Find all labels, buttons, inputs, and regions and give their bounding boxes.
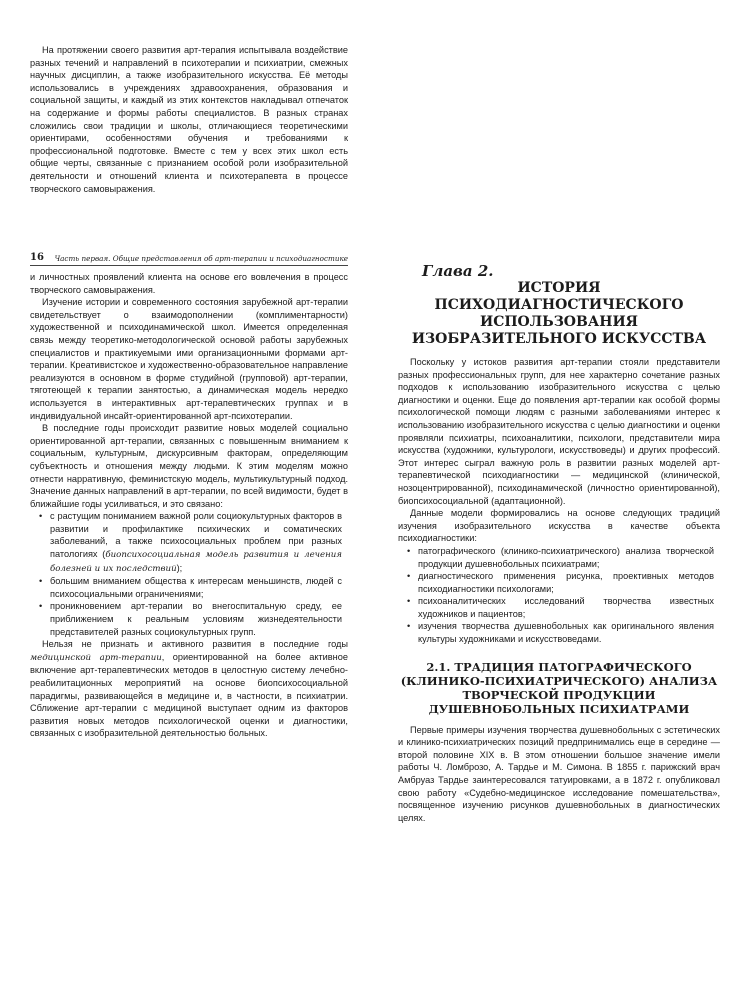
section-title: 2.1. ТРАДИЦИЯ ПАТОГРАФИЧЕСКОГО (КЛИНИКО-ПСИХИАТРИЧЕСКОГО) АНАЛИЗА ТВОРЧЕСКОЙ ПРОДУКЦИИ ДУШЕВНОБОЛЬНЫХ ПСИХИАТРАМИ bbox=[400, 659, 718, 716]
list-item-text: с растущим пониманием важной роли социокультурных факторов в развитии и профилактике психических и соматических заболеваний, а также психосоциальных проблем при разных патологиях ( bbox=[50, 511, 342, 560]
left-page bbox=[30, 252, 348, 740]
emphasis-text: медицинской арт-терапии bbox=[30, 652, 162, 663]
emphasis-text: биопсихосоциальная модель развития и лечения болезней и их последствий bbox=[50, 550, 342, 574]
paragraph: Поскольку у истоков развития арт-терапии стояли представители разных профессиональных групп, для нее характерно сочетание разных подходов к использованию изобразительного искусства с целью диагностики и оценки. Еще до появления арт-терапии как особой формы психологической помощи людям с разными заболеваниями интерес к использованию изобразительного искусства с целью диагностики и оценки проявляли психиатры, психоаналитики, психологи, представители мира искусства (художники, культурологи, искусствоведы) и других профессий. Этот интерес сыграл важную роль в развитии разных моделей арт-терапевтической психодиагностики — медицинской (клинической, нозоцентрированной), психодинамической (личностно ориентированной), биопсихосоциальной (адаптационной). bbox=[398, 357, 720, 506]
paragraph: Первые примеры изучения творчества душевнобольных с эстетических и клинико-психиатрических позиций предпринимались еще в середине — второй половине XIX в. В этом отношении большое значение имели работы Ч. Ломброзо, А. Тардье и М. Симона. В 1855 г. парижский врач Амбруаз Тардье заинтересовался татуировками, а в 1872 г. опубликовал свою работу «Судебно-медицинское исследование помешательства», посвященное изучению рисунков душевнобольных в диагностических целях. bbox=[398, 724, 720, 823]
list-item: • диагностического применения рисунка, проективных методов психодиагностики психологами; bbox=[398, 570, 720, 595]
chapter-label: Глава 2. bbox=[422, 262, 494, 280]
previous-page-tail bbox=[30, 44, 348, 195]
paragraph: и личностных проявлений клиента на основе его вовлечения в процесс творческого самовыражения. bbox=[30, 272, 348, 295]
paragraph-text: Нельзя не признать и активного развития в последние годы bbox=[42, 639, 348, 650]
list-item-text: большим вниманием общества к интересам меньшинств, людей с психосоциальными ограничениями; bbox=[50, 576, 342, 599]
chapter-heading bbox=[398, 262, 720, 348]
bullet-list bbox=[30, 510, 348, 638]
list-item bbox=[30, 575, 348, 600]
list-item-text: проникновением арт-терапии во внегоспитальную среду, ее приближением к реальным условиям жизнедеятельности представителей разных социокультурных групп. bbox=[50, 601, 342, 637]
chapter-title: ИСТОРИЯ ПСИХОДИАГНОСТИЧЕСКОГО ИСПОЛЬЗОВАНИЯ ИЗОБРАЗИТЕЛЬНОГО ИСКУССТВА bbox=[411, 280, 707, 347]
list-item: • изучения творчества душевнобольных как оригинального явления культуры художниками и искусствоведами. bbox=[398, 620, 720, 645]
page-number: 16 bbox=[30, 252, 44, 263]
paragraph: На протяжении своего развития арт-терапия испытывала воздействие разных течений и направлений в психотерапии и психиатрии, смежных научных дисциплин, а также изобразительного искусства. Её методы использовались в учреждениях здравоохранения, образования и социальной защиты, и каждый из этих контекстов накладывал отпечаток на содержание и формы работы специалистов. В разных странах сложились свои традиции и школы, отличающиеся теоретическими ориентирами, особенностями обучения и требованиями к профессиональной подготовке. Вместе с тем у всех этих школ есть общие черты, связанные с признанием особой роли изобразительной деятельности и отношений клиента и психотерапевта в процессе творческого самовыражения. bbox=[30, 45, 348, 194]
section-body bbox=[398, 724, 720, 825]
running-head-title: Часть первая. Общие представления об арт-терапии и психодиагностике bbox=[54, 254, 348, 263]
list-item bbox=[30, 600, 348, 638]
paragraph: Изучение истории и современного состояния зарубежной арт-терапии свидетельствует о взаимодополнении (комплиментарности) художественной и психодинамической школ. Имеется определенная связь между теоретико-методологической основой работы зарубежных специалистов и практикуемыми ими организационными формами арт-терапии. Креативистское и художественно-образовательное направление реализуются в основном в форме студийной (групповой) арт-терапии, тяготеющей к терапии занятостью, а динамическая модель нередко используется в интерактивных арт-терапевтических группах и в индивидуальной инсайт-ориентированной арт-психотерапии. bbox=[30, 297, 348, 421]
left-page-body bbox=[30, 271, 348, 740]
list-item: • психоаналитических исследований творчества известных художников и пациентов; bbox=[398, 595, 720, 620]
bullet-list bbox=[398, 545, 720, 646]
right-page-body bbox=[398, 356, 720, 646]
paragraph bbox=[30, 638, 348, 740]
paragraph: В последние годы происходит развитие новых моделей социально ориентированной арт-терапии, связанных с повышенным вниманием к социальным, культурным, дискурсивным факторам, определяющим субъектность и отношения между людьми. К этим моделям можно отнести нарративную, феминистскую модель, мультикультурный подход. Значение данных направлений в арт-терапии, по всей видимости, будет в ближайшие годы усиливаться, и это связано: bbox=[30, 423, 348, 509]
list-item-text-end: ); bbox=[176, 562, 183, 573]
running-header bbox=[30, 252, 348, 266]
list-item: • патографического (клинико-психиатрического) анализа творческой продукции душевнобольных психиатрами; bbox=[398, 545, 720, 570]
list-item bbox=[30, 510, 348, 575]
right-page bbox=[398, 262, 720, 824]
paragraph-text-end: , ориентированной на более активное включение арт-терапевтических методов в целостную систему лечебно-реабилитационных мероприятий на основе биопсихосоциальной парадигмы, развивающейся в медицине и, в частности, в психиатрии. Сближение арт-терапии с медициной выступает одним из факторов развития новых методов психологической оценки и диагностики, связанных с изобразительной деятельностью больных. bbox=[30, 651, 348, 739]
paragraph: Данные модели формировались на основе следующих традиций изучения изобразительного искусства в качестве объекта психодиагностики: bbox=[398, 508, 720, 544]
